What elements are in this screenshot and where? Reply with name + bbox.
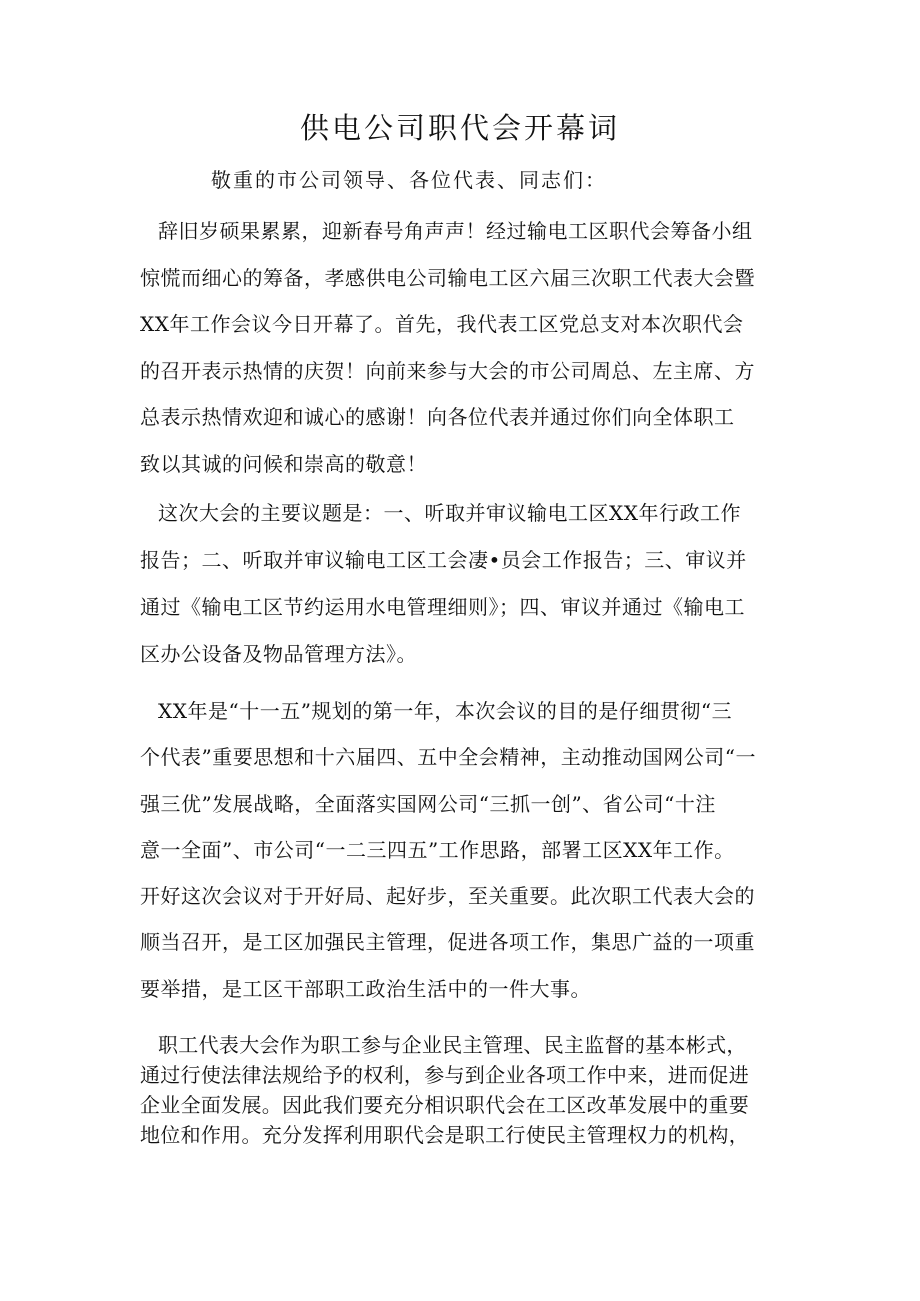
paragraph-line: 报告；二、听取并审议输电工区工会凄•员会工作报告；三、审议并 (140, 548, 747, 572)
paragraph-line: XX年是“十一五”规划的第一年，本次会议的目的是仔细贯彻“三 (158, 699, 733, 723)
paragraph-line: 的召开表示热情的庆贺！向前来参与大会的市公司周总、左主席、方 (140, 358, 755, 383)
paragraph-line: 致以其诚的问候和崇高的敬意！ (140, 451, 427, 476)
paragraph-line: 通过行使法律法规给予的权利，参与到企业各项工作中来，进而促进 (140, 1063, 749, 1087)
paragraph-line: 个代表”重要思想和十六届四、五中全会精神，主动推动国网公司“一 (140, 745, 756, 770)
paragraph-line: 惊慌而细心的筹备，孝感供电公司输电工区六届三次职工代表大会暨 (140, 265, 755, 290)
paragraph-line: 开好这次会议对于开好局、起好步，至关重要。此次职工代表大会的 (140, 884, 755, 909)
paragraph-line: 这次大会的主要议题是：一、听取并审议输电工区XX年行政工作 (158, 501, 741, 525)
paragraph-line: 顺当召开，是工区加强民主管理，促进各项工作，集思广益的一项重 (140, 930, 755, 955)
salutation: 敬重的市公司领导、各位代表、同志们： (211, 168, 607, 192)
paragraph-purpose (140, 688, 795, 1012)
paragraph-line: 地位和作用。充分发挥利用职代会是职工行使民主管理权力的机构， (140, 1123, 749, 1147)
paragraph-line: XX年工作会议今日开幕了。首先，我代表工区党总支对本次职代会 (140, 312, 744, 336)
paragraph-congress-role (140, 1030, 795, 1150)
paragraph-line: 职工代表大会作为职工参与企业民主管理、民主监督的基本彬式， (158, 1033, 747, 1057)
paragraph-line: 意一全面”、市公司“一二三四五”工作思路，部署工区XX年工作。 (140, 837, 735, 862)
paragraph-line: 总表示热情欢迎和诚心的感谢！向各位代表并通过你们向全体职工 (140, 405, 735, 429)
paragraph-line: 辞旧岁硕果累累，迎新春号角声声！经过输电工区职代会筹备小组 (158, 219, 753, 243)
paragraph-line: 通过《输电工区节约运用水电管理细则》；四、审议并通过《输电工 (140, 595, 745, 619)
paragraph-line: 要举措，是工区干部职工政治生活中的一件大事。 (140, 976, 591, 1001)
paragraph-line: 强三优”发展战略，全面落实国网公司“三抓一创”、省公司“十注 (140, 791, 716, 816)
paragraph-line: 企业全面发展。因此我们要充分相识职代会在工区改革发展中的重要 (140, 1093, 749, 1117)
paragraph-line: 区办公设备及物品管理方法》。 (140, 642, 417, 666)
paragraph-agenda (140, 490, 795, 678)
paragraph-opening (140, 208, 795, 487)
document-title: 供电公司职代会开幕词 (299, 111, 620, 145)
